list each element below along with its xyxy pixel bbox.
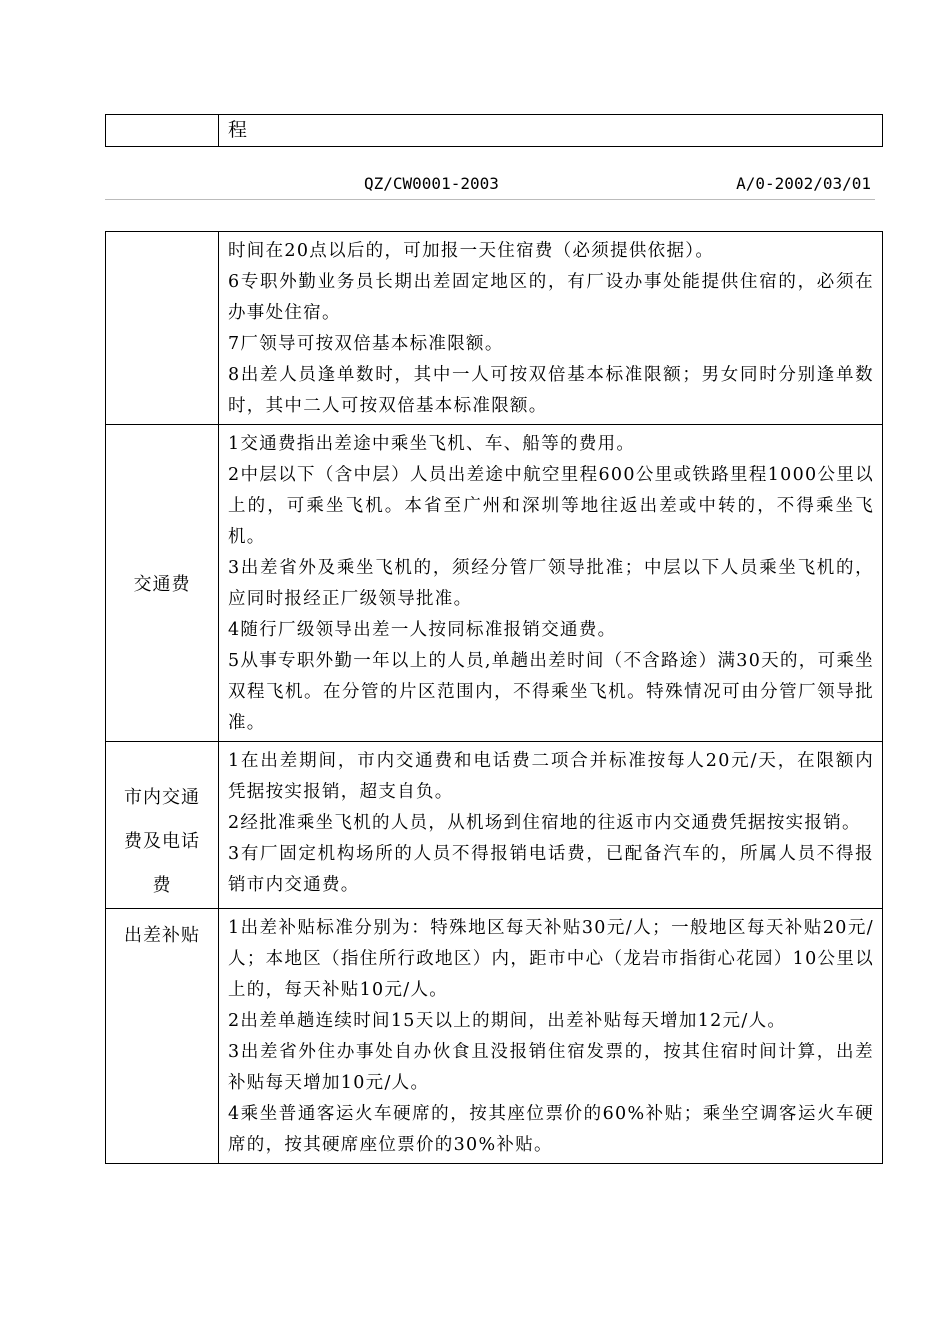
label-line: 费 bbox=[152, 875, 172, 896]
clause: 3有厂固定机构场所的人员不得报销电话费，已配备汽车的，所属人员不得报销市内交通费。 bbox=[228, 844, 874, 895]
clause: 2经批准乘坐飞机的人员，从机场到住宿地的往返市内交通费凭据按实报销。 bbox=[228, 813, 861, 833]
clause: 2中层以下（含中层）人员出差途中航空里程600公里或铁路里程1000公里以上的，可乘坐飞机。本省至广州和深圳等地往返出差或中转的，不得乘坐飞机。 bbox=[228, 465, 874, 547]
row-label bbox=[106, 232, 219, 425]
document-header bbox=[105, 172, 883, 198]
clause: 5从事专职外勤一年以上的人员,单趟出差时间（不含路途）满30天的，可乘坐双程飞机。在分管的片区范围内，不得乘坐飞机。特殊情况可由分管厂领导批准。 bbox=[228, 651, 874, 733]
table-row bbox=[106, 425, 883, 742]
table-row bbox=[106, 115, 883, 147]
row-label-transport: 交通费 bbox=[106, 425, 219, 742]
clause: 1出差补贴标准分别为：特殊地区每天补贴30元/人；一般地区每天补贴20元/人；本地区（指住所行政地区）内，距市中心（龙岩市指街心花园）10公里以上的，每天补贴10元/人。 bbox=[228, 918, 874, 1000]
clause: 1交通费指出差途中乘坐飞机、车、船等的费用。 bbox=[228, 434, 636, 454]
document-code: QZ/CW0001-2003 bbox=[364, 174, 499, 193]
clause: 4随行厂级领导出差一人按同标准报销交通费。 bbox=[228, 620, 617, 640]
row-label-city-transport-phone bbox=[106, 742, 219, 909]
document-version: A/0-2002/03/01 bbox=[736, 174, 871, 193]
row-content bbox=[219, 742, 883, 909]
clause: 3出差省外住办事处自办伙食且没报销住宿发票的，按其住宿时间计算，出差补贴每天增加10元/人。 bbox=[228, 1042, 874, 1093]
clause: 时间在20点以后的，可加报一天住宿费（必须提供依据）。 bbox=[228, 241, 715, 261]
table-row bbox=[106, 909, 883, 1164]
table-row bbox=[106, 742, 883, 909]
top-content-cell: 程 bbox=[219, 115, 883, 147]
clause: 2出差单趟连续时间15天以上的期间，出差补贴每天增加12元/人。 bbox=[228, 1011, 787, 1031]
label-line: 费及电话 bbox=[124, 831, 200, 852]
label-line: 市内交通 bbox=[124, 787, 200, 808]
label-text: 出差补贴 bbox=[124, 925, 200, 946]
clause: 6专职外勤业务员长期出差固定地区的，有厂设办事处能提供住宿的，必须在办事处住宿。 bbox=[228, 272, 874, 323]
regulation-table bbox=[105, 231, 883, 1164]
clause: 3出差省外及乘坐飞机的，须经分管厂领导批准；中层以下人员乘坐飞机的，应同时报经正厂级领导批准。 bbox=[228, 558, 874, 609]
table-row bbox=[106, 232, 883, 425]
row-content bbox=[219, 909, 883, 1164]
top-label-cell bbox=[106, 115, 219, 147]
row-label-travel-allowance bbox=[106, 909, 219, 1164]
clause: 7厂领导可按双倍基本标准限额。 bbox=[228, 334, 504, 354]
clause: 4乘坐普通客运火车硬席的，按其座位票价的60%补贴；乘坐空调客运火车硬席的，按其硬席座位票价的30%补贴。 bbox=[228, 1104, 874, 1155]
top-table bbox=[105, 114, 883, 147]
clause: 8出差人员逢单数时，其中一人可按双倍基本标准限额；男女同时分别逢单数时，其中二人可按双倍基本标准限额。 bbox=[228, 365, 874, 416]
row-content bbox=[219, 425, 883, 742]
header-divider bbox=[105, 199, 875, 200]
row-content bbox=[219, 232, 883, 425]
clause: 1在出差期间，市内交通费和电话费二项合并标准按每人20元/天，在限额内凭据按实报销，超支自负。 bbox=[228, 751, 874, 802]
